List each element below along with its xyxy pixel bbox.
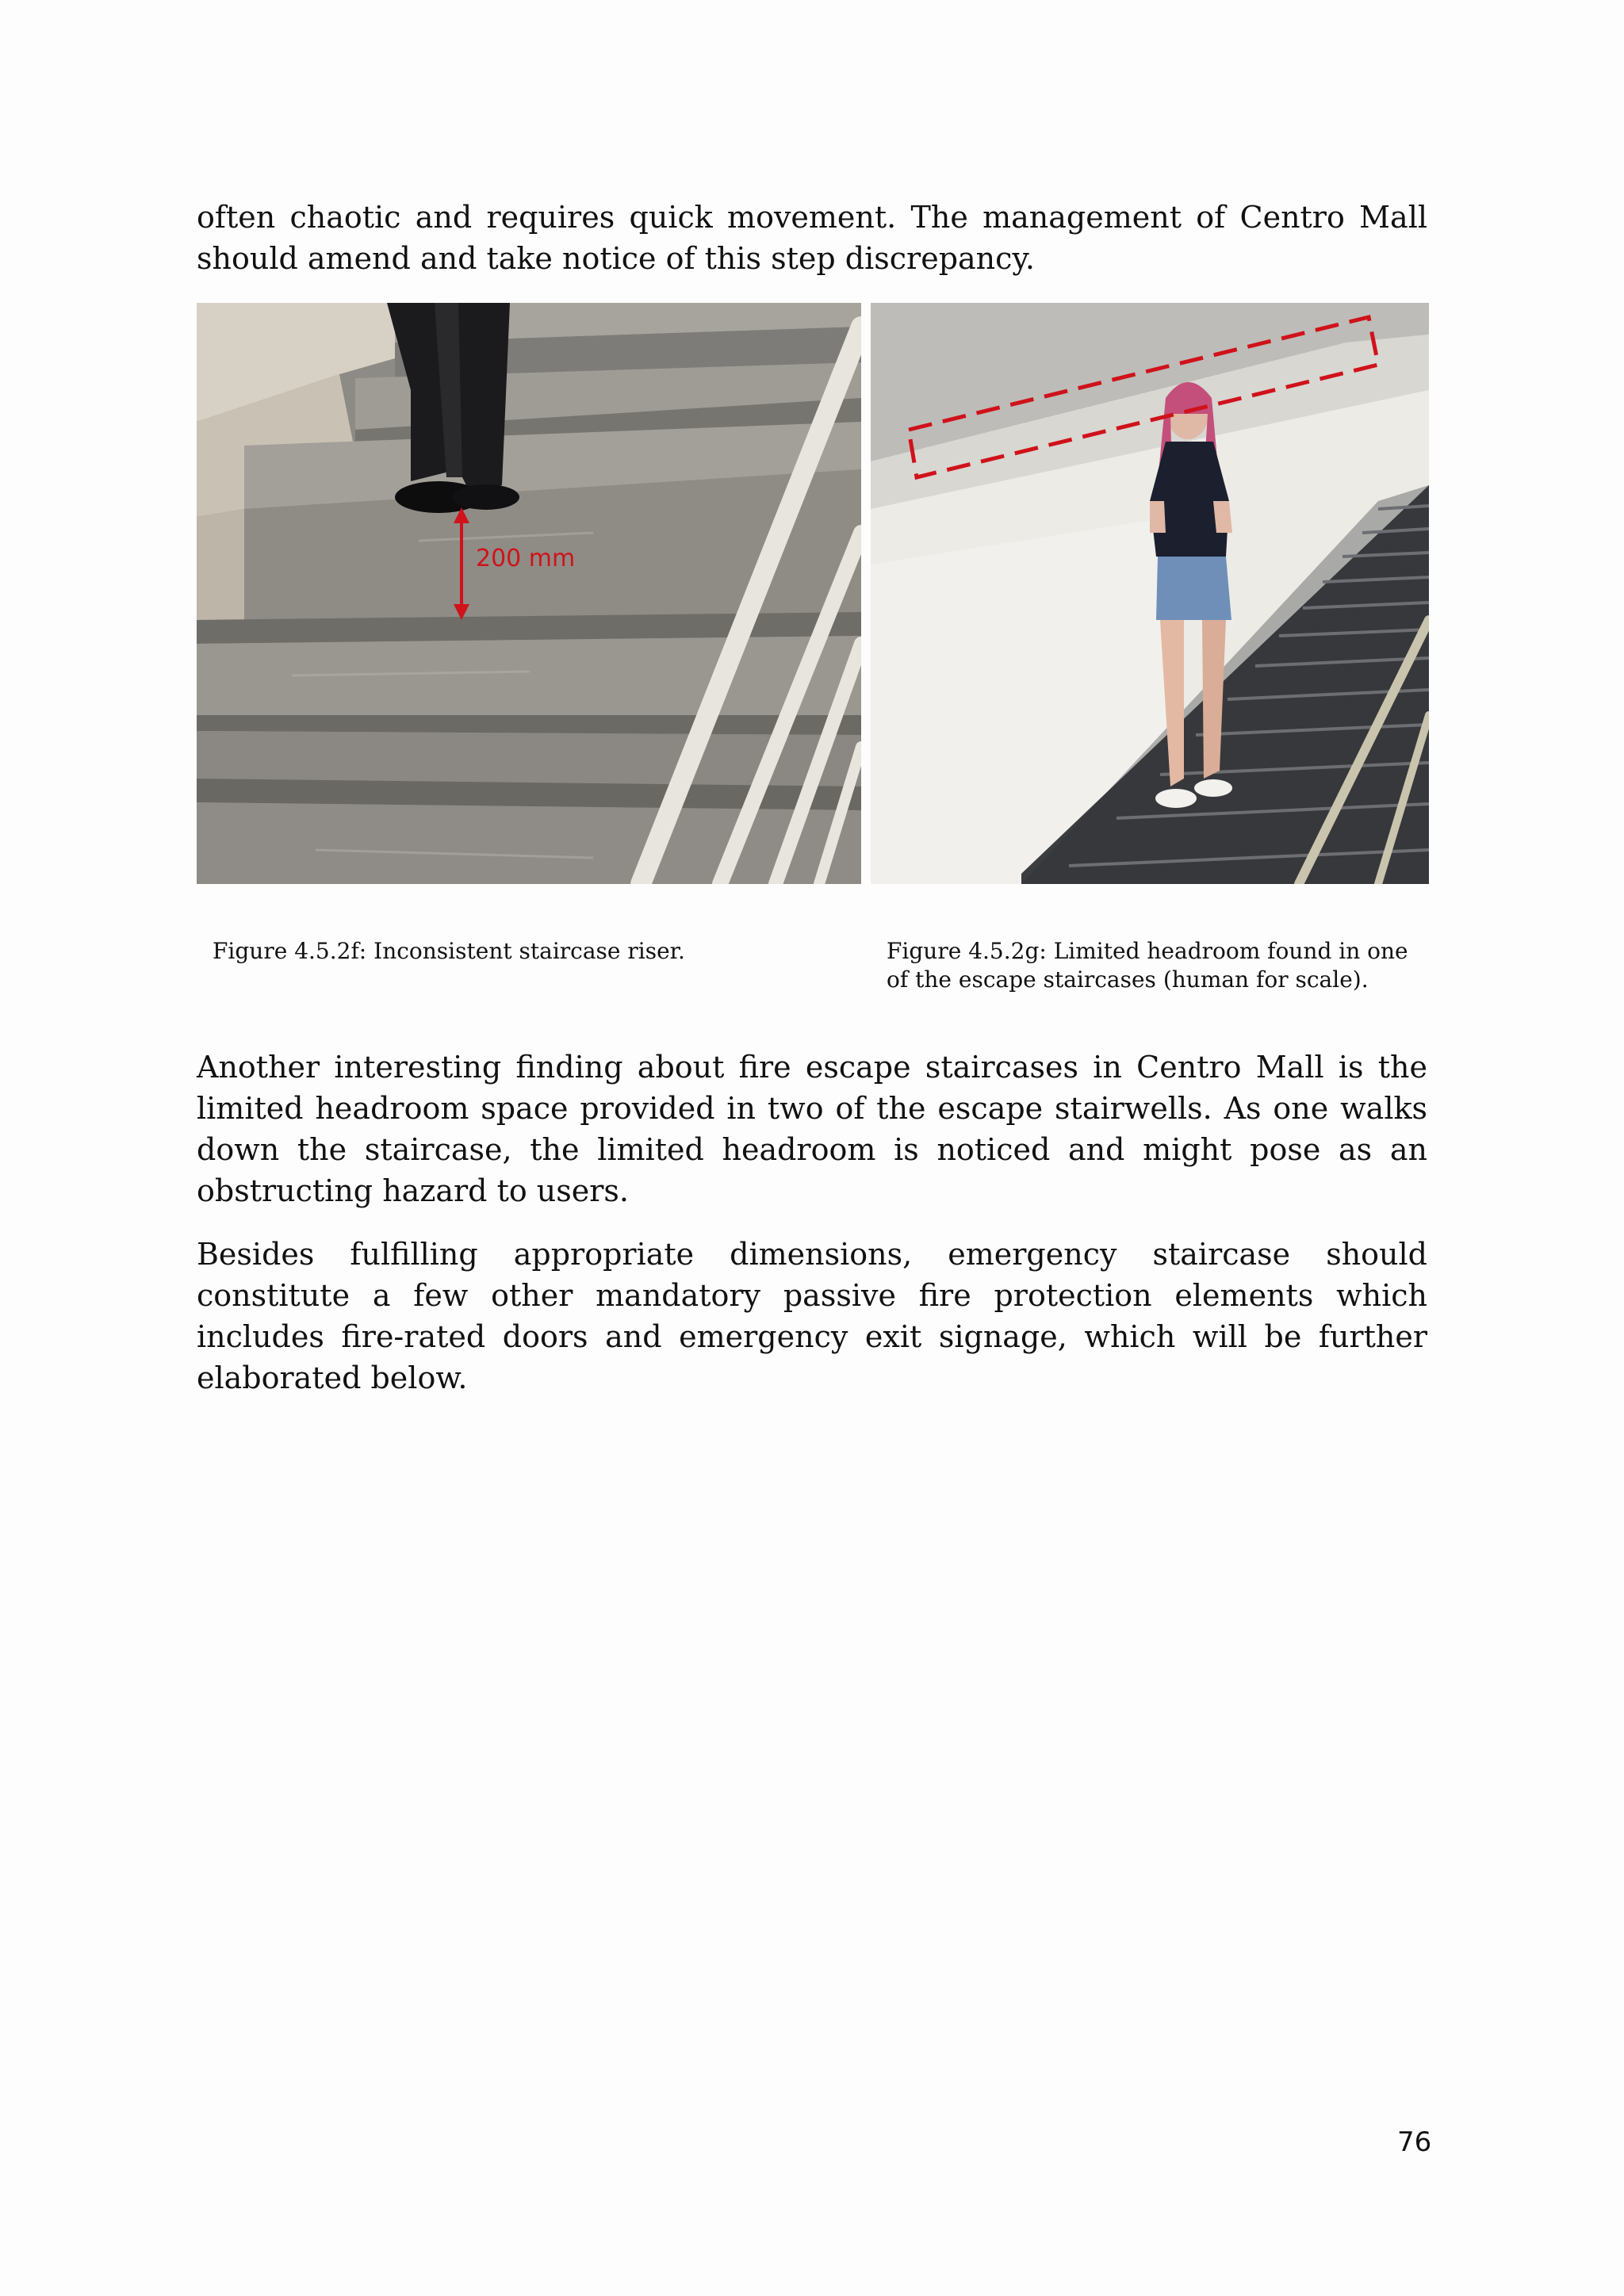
paragraph-intro: often chaotic and requires quick movement. The management of Centro Mall should amend and take notice of this step discrepancy.: [197, 200, 1427, 276]
figure-caption-right: Figure 4.5.2g: Limited headroom found in one of the escape staircases (human for scale).: [887, 938, 1408, 993]
figure-staircase-riser-photo: [197, 303, 861, 884]
headroom-illustration: [871, 303, 1429, 884]
paragraph-headroom: Another interesting finding about fire escape staircases in Centro Mall is the limited headroom space provided in two of the escape stairwells. As one walks down the staircase, the limited headroom is noticed and might pose as an obstructing hazard to users.: [197, 1050, 1427, 1208]
riser-dimension-label: 200 mm: [476, 545, 576, 572]
paragraph-protection: Besides fulfilling appropriate dimensions, emergency staircase should constitute a few other mandatory passive fire protection elements which includes fire-rated doors and emergency exit signage, which will be further elaborated below.: [197, 1237, 1427, 1395]
figure-caption-left: Figure 4.5.2f: Inconsistent staircase riser.: [213, 938, 685, 964]
staircase-riser-illustration: [197, 303, 861, 884]
page-number: 76: [1397, 2126, 1432, 2158]
figure-headroom-photo: [871, 303, 1429, 884]
